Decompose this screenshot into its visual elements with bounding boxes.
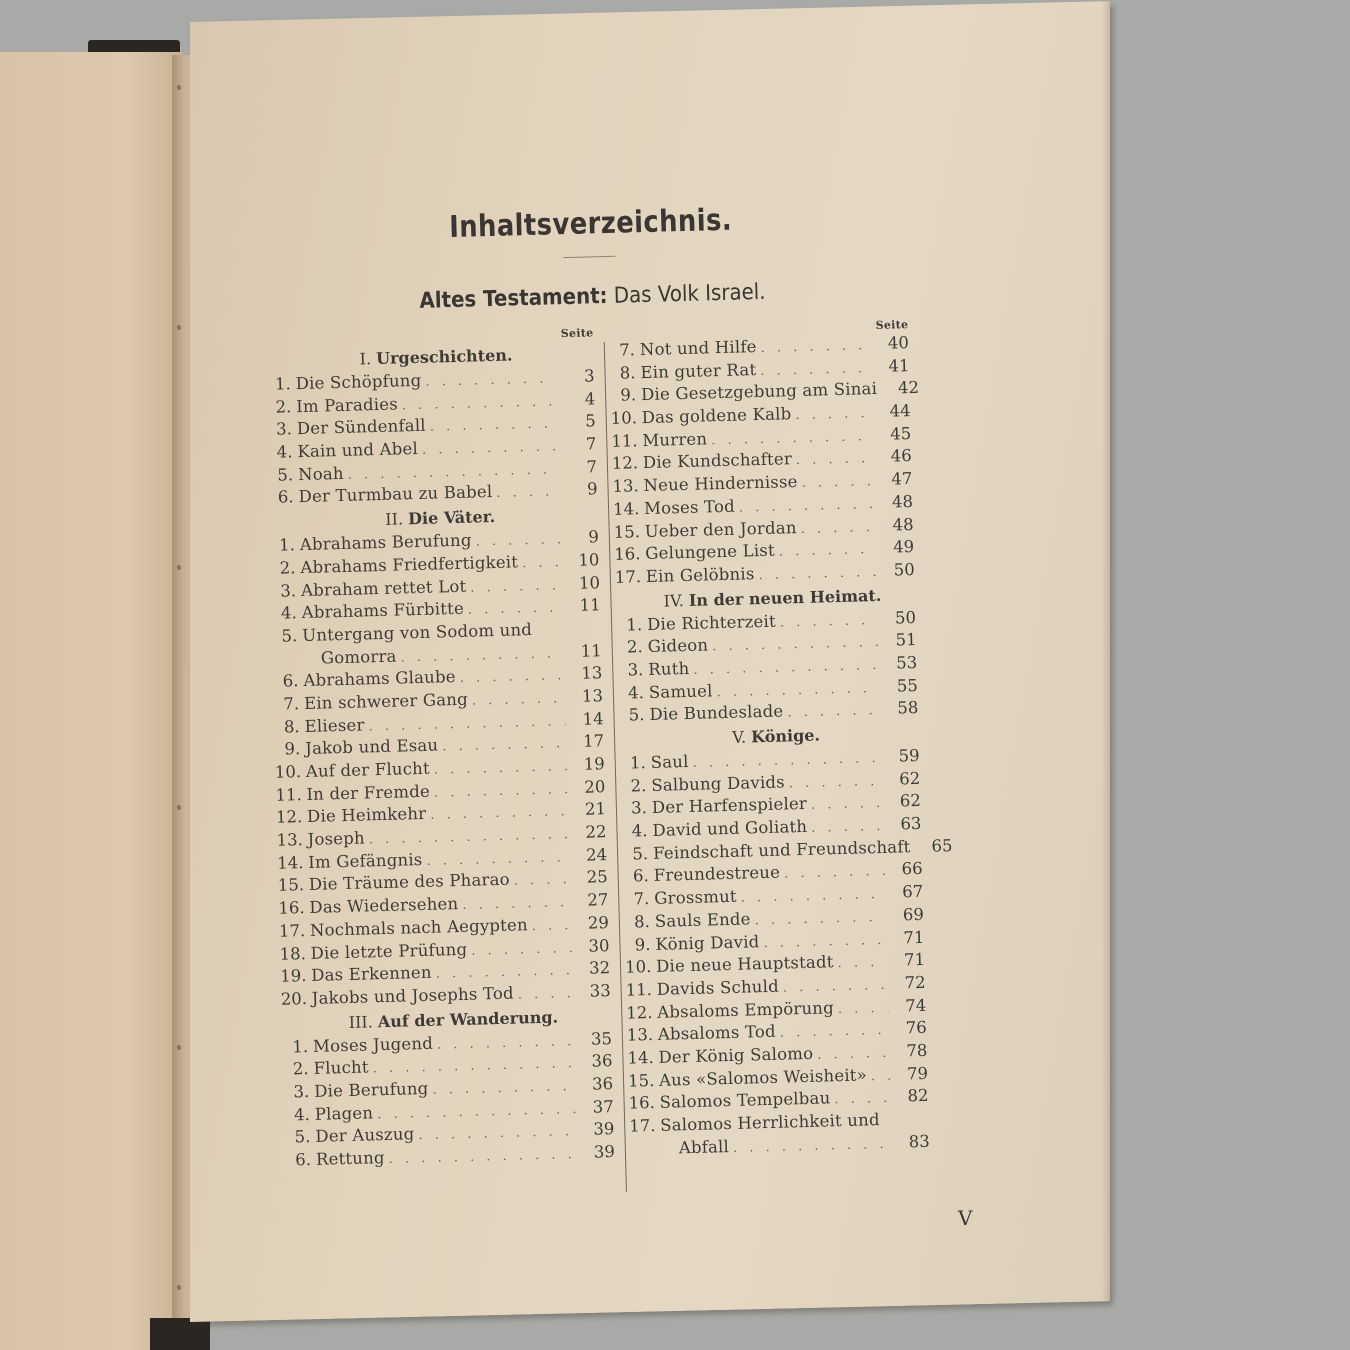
entry-number: 1. bbox=[292, 1036, 309, 1057]
book-spine-bottom bbox=[150, 1318, 210, 1350]
title-divider bbox=[563, 256, 615, 258]
entry-page-number: 41 bbox=[888, 355, 910, 376]
entry-number: 1. bbox=[629, 753, 646, 773]
dot-leader bbox=[801, 471, 874, 496]
entry-title: Die Träume des Pharao bbox=[308, 870, 510, 895]
entry-title: Der Auszug bbox=[315, 1124, 415, 1147]
dot-leader bbox=[871, 1065, 891, 1088]
entry-number: 12. bbox=[611, 453, 639, 474]
right-column bbox=[608, 318, 953, 1161]
entry-title: Abrahams Fürbitte bbox=[301, 598, 465, 623]
entry-number: 18. bbox=[279, 943, 307, 964]
entry-number: 5. bbox=[294, 1127, 311, 1147]
entry-number: 2. bbox=[630, 775, 647, 796]
dot-leader bbox=[388, 1144, 577, 1172]
entry-title: Samuel bbox=[648, 680, 713, 702]
entry-title: Not und Hilfe bbox=[639, 337, 757, 360]
entry-page-number: 79 bbox=[906, 1063, 929, 1083]
dot-leader bbox=[784, 861, 885, 886]
entry-number: 2. bbox=[626, 637, 643, 657]
entry-number: 14. bbox=[627, 1047, 654, 1068]
entry-page-number: 29 bbox=[587, 912, 610, 933]
dot-leader bbox=[838, 997, 889, 1021]
entry-number: 14. bbox=[612, 498, 640, 519]
entry-page-number: 10 bbox=[578, 572, 601, 593]
page-subtitle bbox=[295, 277, 889, 318]
entry-title: Der Harfenspieler bbox=[651, 794, 808, 818]
entry-number: 7. bbox=[283, 694, 300, 714]
entry-page-number: 11 bbox=[579, 595, 601, 615]
entry-title: Abfall bbox=[678, 1136, 730, 1158]
entry-page-number: 69 bbox=[902, 904, 925, 925]
page-number: V bbox=[958, 1206, 973, 1230]
dot-leader bbox=[430, 414, 559, 440]
entry-page-number: 50 bbox=[894, 607, 917, 628]
entry-page-number: 58 bbox=[897, 698, 919, 718]
entry-title: Rettung bbox=[315, 1148, 385, 1169]
dot-leader bbox=[475, 529, 561, 554]
binding-stitch bbox=[177, 325, 181, 330]
entry-title: Die Berufung bbox=[313, 1078, 429, 1101]
section-title: In der neuen Heimat. bbox=[688, 585, 882, 610]
entry-page-number: 13 bbox=[581, 686, 604, 706]
entry-title: Murren bbox=[642, 429, 708, 450]
entry-title: Jakob und Esau bbox=[305, 735, 439, 759]
entry-title: Untergang von Sodom und bbox=[302, 619, 533, 645]
entry-page-number: 66 bbox=[901, 859, 923, 879]
entry-title: Gomorra bbox=[320, 646, 397, 668]
entry-page-number: 39 bbox=[593, 1119, 615, 1139]
entry-page-number: 51 bbox=[895, 630, 917, 650]
entry-title: Nochmals nach Aegypten bbox=[309, 915, 529, 940]
entry-page-number: 40 bbox=[887, 333, 910, 353]
entry-page-number: 3 bbox=[583, 366, 595, 386]
dot-leader bbox=[514, 870, 571, 894]
entry-page-number: 24 bbox=[585, 844, 608, 865]
entry-number: 10. bbox=[274, 762, 302, 782]
entry-title: Davids Schuld bbox=[656, 976, 780, 999]
entry-title: Absaloms Empörung bbox=[657, 997, 835, 1022]
entry-number: 9. bbox=[620, 385, 637, 406]
dot-leader bbox=[471, 938, 572, 963]
entry-title: Der Sündenfall bbox=[296, 416, 427, 439]
seite-label: Seite bbox=[560, 326, 594, 341]
entry-title: Feindschaft und Freundschaft bbox=[652, 836, 911, 863]
section-title: Urgeschichten. bbox=[375, 345, 513, 369]
entry-title: Flucht bbox=[313, 1057, 369, 1079]
dot-leader bbox=[522, 552, 562, 576]
entry-title: Der Turmbau zu Babel bbox=[298, 482, 493, 507]
entry-number: 11. bbox=[275, 784, 302, 805]
entry-number: 16. bbox=[628, 1093, 656, 1113]
entry-page-number: 76 bbox=[905, 1018, 928, 1038]
dot-leader bbox=[532, 915, 572, 939]
entry-title: Im Gefängnis bbox=[307, 849, 423, 872]
dot-leader bbox=[733, 1133, 892, 1160]
entry-page-number: 4 bbox=[584, 388, 596, 409]
entry-title: Die Bundeslade bbox=[649, 701, 784, 725]
dot-leader bbox=[796, 448, 875, 473]
dot-leader bbox=[459, 665, 564, 690]
entry-page-number: 7 bbox=[586, 457, 598, 477]
entry-number: 6. bbox=[282, 671, 299, 691]
entry-page-number: 62 bbox=[899, 791, 922, 811]
left-column bbox=[263, 326, 615, 1172]
entry-title: Neue Hindernisse bbox=[643, 472, 798, 496]
entry-page-number: 42 bbox=[897, 378, 920, 398]
entry-page-number: 53 bbox=[895, 652, 918, 673]
dot-leader bbox=[780, 610, 879, 635]
entry-number: 9. bbox=[284, 739, 301, 759]
entry-number: 7. bbox=[618, 340, 636, 360]
entry-number: 12. bbox=[626, 1002, 653, 1023]
entry-number: 8. bbox=[633, 911, 651, 932]
section-roman-numeral: II. bbox=[385, 509, 404, 529]
dot-leader bbox=[800, 516, 876, 541]
entry-title: Gideon bbox=[647, 635, 709, 657]
entry-title: Moses Tod bbox=[643, 496, 736, 518]
entry-title: Salbung Davids bbox=[651, 772, 786, 795]
entry-number: 15. bbox=[613, 521, 641, 542]
entry-page-number bbox=[895, 1124, 929, 1125]
binding-stitch bbox=[177, 1285, 181, 1290]
entry-number: 5. bbox=[281, 626, 298, 646]
entry-number: 19. bbox=[279, 966, 307, 986]
entry-page-number: 63 bbox=[900, 813, 922, 834]
entry-number: 13. bbox=[626, 1025, 654, 1045]
entry-page-number: 32 bbox=[588, 958, 611, 978]
entry-title: Gelungene List bbox=[645, 540, 776, 564]
entry-title: Salomos Tempelbau bbox=[659, 1088, 831, 1113]
entry-page-number: 33 bbox=[589, 980, 611, 1001]
entry-page-number: 22 bbox=[585, 822, 607, 842]
entry-number: 17. bbox=[278, 920, 306, 941]
entry-number: 15. bbox=[627, 1070, 655, 1091]
dot-leader bbox=[760, 335, 871, 361]
entry-number: 3. bbox=[630, 798, 648, 818]
dot-leader bbox=[783, 975, 888, 1000]
entry-number: 14. bbox=[276, 852, 304, 873]
table-of-contents bbox=[260, 186, 1017, 1245]
entry-title: Abrahams Glaube bbox=[303, 667, 456, 691]
entry-title: Die Gesetzgebung am Sinai bbox=[640, 379, 878, 405]
entry-title: Salomos Herrlichkeit und bbox=[659, 1110, 880, 1135]
entry-page-number: 9 bbox=[588, 527, 600, 547]
entry-title: Der König Salomo bbox=[658, 1043, 814, 1067]
dot-leader bbox=[881, 380, 882, 403]
entry-page-number: 83 bbox=[908, 1131, 930, 1152]
entry-number: 9. bbox=[634, 934, 651, 954]
entry-page-number: 5 bbox=[585, 411, 597, 431]
entry-page-number: 25 bbox=[586, 867, 608, 888]
entry-page-number: 62 bbox=[898, 768, 921, 789]
dot-leader bbox=[787, 700, 881, 725]
entry-title: Jakobs und Josephs Tod bbox=[311, 983, 514, 1008]
entry-page-number: 10 bbox=[578, 550, 600, 570]
entry-page-number: 55 bbox=[896, 675, 919, 696]
entry-page-number: 78 bbox=[906, 1040, 928, 1061]
entry-number: 11. bbox=[611, 430, 638, 451]
entry-title: Das Wiedersehen bbox=[309, 894, 459, 918]
entry-page-number: 9 bbox=[586, 479, 598, 499]
entry-number: 15. bbox=[277, 875, 305, 896]
entry-page-number: 72 bbox=[904, 972, 926, 993]
entry-title: Elieser bbox=[304, 715, 365, 736]
entry-number: 13. bbox=[612, 476, 639, 496]
entry-title: Im Paradies bbox=[296, 394, 399, 416]
entry-number: 16. bbox=[614, 544, 641, 565]
entry-title: Sauls Ende bbox=[654, 909, 751, 931]
entry-page-number: 74 bbox=[904, 995, 927, 1015]
entry-page-number: 44 bbox=[889, 401, 911, 421]
entry-page-number: 17 bbox=[582, 731, 605, 752]
entry-number: 3. bbox=[280, 580, 297, 601]
dot-leader bbox=[837, 952, 887, 976]
entry-title: Freundestreue bbox=[653, 863, 781, 886]
entry-number: 5. bbox=[632, 843, 649, 864]
dot-leader bbox=[442, 733, 567, 759]
entry-number: 13. bbox=[276, 830, 304, 850]
page-title: Inhaltsverzeichnis. bbox=[448, 202, 733, 246]
entry-title: Plagen bbox=[314, 1102, 374, 1124]
section-title: Die Väter. bbox=[407, 507, 496, 529]
entry-number: 5. bbox=[277, 464, 294, 485]
dot-leader bbox=[496, 482, 560, 506]
dot-leader bbox=[795, 403, 873, 428]
entry-page-number: 35 bbox=[590, 1028, 613, 1049]
entry-title: Joseph bbox=[307, 828, 366, 850]
entry-number: 8. bbox=[619, 362, 636, 383]
entry-number: 2. bbox=[279, 558, 296, 578]
entry-page-number: 27 bbox=[587, 890, 609, 910]
entry-page-number: 47 bbox=[891, 469, 913, 489]
entry-number: 4. bbox=[280, 603, 297, 623]
entry-title: Absaloms Tod bbox=[657, 1022, 777, 1045]
entry-number: 17. bbox=[614, 567, 642, 587]
entry-title: Ein guter Rat bbox=[640, 359, 757, 382]
entry-number: 17. bbox=[628, 1115, 656, 1136]
entry-number: 10. bbox=[610, 408, 638, 428]
dot-leader bbox=[914, 838, 915, 861]
entry-number: 4. bbox=[293, 1104, 311, 1125]
section-roman-numeral: IV. bbox=[663, 590, 685, 611]
entry-number: 6. bbox=[295, 1149, 312, 1170]
entry-page-number: 19 bbox=[583, 754, 605, 774]
section-title: Auf der Wanderung. bbox=[377, 1007, 559, 1031]
entry-number: 6. bbox=[277, 487, 294, 508]
entry-page-number: 7 bbox=[585, 434, 597, 454]
entry-title: Abrahams Friedfertigkeit bbox=[300, 552, 519, 577]
entry-number: 7. bbox=[633, 889, 650, 909]
entry-title: Die Heimkehr bbox=[306, 804, 427, 827]
seite-label: Seite bbox=[875, 318, 909, 332]
entry-page-number: 14 bbox=[582, 708, 604, 729]
entry-page-number: 48 bbox=[891, 491, 914, 512]
entry-page-number: 65 bbox=[931, 835, 953, 856]
entry-page-number: 45 bbox=[889, 423, 912, 444]
binding-stitch bbox=[177, 1045, 181, 1050]
entry-page-number: 36 bbox=[591, 1051, 613, 1071]
entry-number: 11. bbox=[625, 979, 653, 1000]
entry-title: Die Kundschafter bbox=[642, 449, 793, 473]
section-roman-numeral: III. bbox=[348, 1011, 374, 1032]
entry-page-number: 20 bbox=[584, 776, 606, 797]
binding-stitch bbox=[177, 805, 181, 810]
entry-number: 4. bbox=[276, 442, 293, 462]
dot-leader bbox=[811, 793, 883, 818]
binding-stitch bbox=[177, 565, 181, 570]
entry-title: Grossmut bbox=[654, 886, 737, 909]
entry-number: 5. bbox=[628, 705, 645, 725]
entry-page-number: 49 bbox=[892, 537, 915, 557]
entry-number: 4. bbox=[627, 682, 645, 703]
entry-title: Aus «Salomos Weisheit» bbox=[658, 1065, 868, 1090]
entry-title: Saul bbox=[650, 751, 689, 772]
entry-number: 10. bbox=[624, 957, 652, 977]
entry-page-number: 37 bbox=[592, 1096, 614, 1117]
binding-stitch bbox=[177, 85, 181, 90]
entry-title: Auf der Flucht bbox=[305, 758, 431, 781]
entry-page-number: 13 bbox=[581, 663, 603, 683]
entry-page-number: 82 bbox=[907, 1086, 929, 1106]
entry-number: 1. bbox=[278, 535, 296, 555]
entry-number: 4. bbox=[631, 821, 648, 841]
entry-page-number: 50 bbox=[893, 559, 916, 580]
entry-title: David und Goliath bbox=[652, 816, 808, 840]
entry-page-number: 71 bbox=[903, 927, 925, 947]
entry-title: In der Fremde bbox=[306, 781, 431, 804]
entry-title: Die Schöpfung bbox=[295, 370, 422, 394]
subtitle-part-testament: Altes Testament: bbox=[419, 283, 608, 314]
entry-title: Die letzte Prüfung bbox=[310, 939, 468, 963]
entry-page-number: 36 bbox=[591, 1073, 614, 1094]
entry-title: Ein Gelöbnis bbox=[645, 564, 755, 586]
entry-number: 3. bbox=[293, 1081, 310, 1102]
dot-leader bbox=[518, 983, 574, 1007]
dot-leader bbox=[472, 688, 566, 713]
entry-title: Abrahams Berufung bbox=[299, 530, 472, 555]
section-roman-numeral: I. bbox=[359, 349, 372, 369]
entry-title: Das goldene Kalb bbox=[641, 404, 792, 428]
entry-number: 20. bbox=[280, 988, 308, 1009]
entry-page-number: 21 bbox=[584, 799, 607, 820]
entry-page-number bbox=[567, 633, 601, 634]
entry-title: Ein schwerer Gang bbox=[303, 689, 469, 713]
entry-page-number: 39 bbox=[593, 1142, 616, 1162]
dot-leader bbox=[789, 771, 883, 796]
entry-title: Moses Jugend bbox=[312, 1033, 434, 1056]
entry-number: 2. bbox=[275, 396, 292, 417]
page-edge bbox=[1102, 1, 1110, 1301]
left-page bbox=[0, 52, 182, 1350]
entry-number: 12. bbox=[275, 807, 303, 828]
dot-leader bbox=[470, 575, 562, 600]
entry-number: 1. bbox=[626, 614, 643, 635]
entry-title: Das Erkennen bbox=[310, 962, 432, 986]
entry-title: Die neue Hauptstadt bbox=[655, 952, 834, 977]
entry-number: 1. bbox=[274, 374, 291, 394]
entry-title: Kain und Abel bbox=[297, 439, 419, 462]
subtitle-part-volk: Das Volk Israel. bbox=[613, 279, 766, 309]
entry-page-number: 59 bbox=[898, 745, 920, 766]
entry-title: Noah bbox=[297, 463, 344, 484]
entry-title: Abraham rettet Lot bbox=[300, 576, 467, 600]
section-roman-numeral: V. bbox=[731, 727, 747, 747]
entry-page-number: 71 bbox=[903, 950, 926, 970]
entry-page-number: 11 bbox=[580, 640, 603, 661]
entry-page-number: 30 bbox=[588, 935, 610, 956]
entry-page-number: 46 bbox=[890, 446, 913, 467]
dot-leader bbox=[779, 539, 877, 564]
entry-number: 6. bbox=[632, 866, 649, 886]
dot-leader bbox=[780, 1020, 890, 1046]
entry-number: 8. bbox=[283, 716, 300, 737]
entry-title: König David bbox=[655, 931, 760, 954]
entry-number: 3. bbox=[627, 660, 644, 680]
entry-title: Die Richterzeit bbox=[646, 611, 777, 634]
entry-title: Ueber den Jordan bbox=[644, 517, 797, 541]
entry-number: 3. bbox=[275, 419, 293, 440]
entry-title: Ruth bbox=[648, 658, 690, 679]
entry-page-number: 48 bbox=[892, 514, 914, 535]
section-title: Könige. bbox=[750, 725, 821, 747]
entry-number: 2. bbox=[292, 1059, 309, 1079]
entry-page-number: 67 bbox=[901, 882, 924, 902]
entry-number: 16. bbox=[278, 898, 305, 918]
